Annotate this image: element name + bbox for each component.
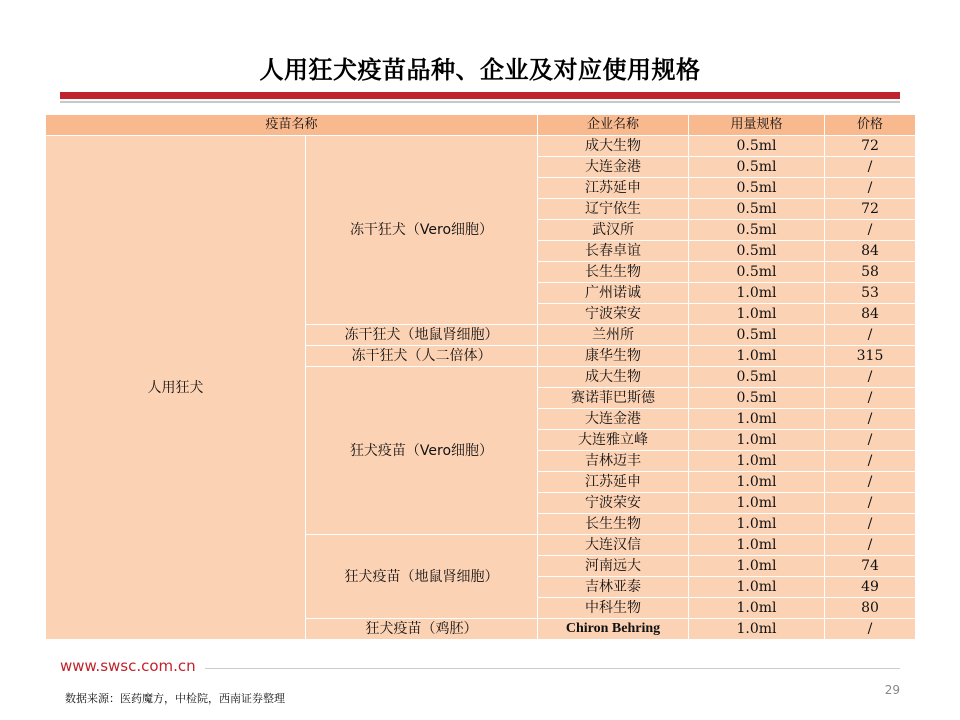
price-cell: 53 (825, 283, 916, 304)
data-source-note: 数据来源：医药魔方，中检院，西南证券整理 (65, 692, 285, 705)
company-cell: 长生生物 (538, 262, 689, 283)
dosage-cell: 1.0ml (689, 493, 825, 514)
group-cell: 狂犬疫苗（鸡胚） (306, 619, 538, 640)
page-number: 29 (884, 683, 900, 697)
company-cell: 大连金港 (538, 157, 689, 178)
dosage-cell: 1.0ml (689, 472, 825, 493)
price-cell: / (825, 514, 916, 535)
website-url[interactable]: www.swsc.com.cn (60, 657, 196, 675)
dosage-cell: 1.0ml (689, 598, 825, 619)
dosage-cell: 1.0ml (689, 346, 825, 367)
company-cell: 宁波荣安 (538, 493, 689, 514)
dosage-cell: 1.0ml (689, 451, 825, 472)
dosage-cell: 0.5ml (689, 367, 825, 388)
dosage-cell: 1.0ml (689, 619, 825, 640)
table-header-row (46, 115, 916, 136)
company-cell: 康华生物 (538, 346, 689, 367)
page-title: 人用狂犬疫苗品种、企业及对应使用规格 (259, 56, 701, 84)
group-cell: 冻干狂犬（地鼠肾细胞） (306, 325, 538, 346)
company-cell: 江苏延申 (538, 178, 689, 199)
company-cell: 武汉所 (538, 220, 689, 241)
price-cell: 72 (825, 199, 916, 220)
company-cell: 辽宁依生 (538, 199, 689, 220)
footer-divider (205, 668, 900, 669)
price-cell: 74 (825, 556, 916, 577)
dosage-cell: 0.5ml (689, 178, 825, 199)
price-cell: / (825, 178, 916, 199)
dosage-cell: 1.0ml (689, 514, 825, 535)
header-price: 价格 (825, 115, 916, 136)
company-cell: 大连金港 (538, 409, 689, 430)
company-cell: 大连雅立峰 (538, 430, 689, 451)
header-dosage: 用量规格 (689, 115, 825, 136)
price-cell: / (825, 325, 916, 346)
price-cell: / (825, 451, 916, 472)
price-cell: 49 (825, 577, 916, 598)
company-cell: 赛诺菲巴斯德 (538, 388, 689, 409)
price-cell: / (825, 430, 916, 451)
company-cell: 中科生物 (538, 598, 689, 619)
title-divider (60, 101, 900, 103)
company-cell: 长生生物 (538, 514, 689, 535)
price-cell: / (825, 409, 916, 430)
price-cell: 84 (825, 304, 916, 325)
dosage-cell: 0.5ml (689, 220, 825, 241)
company-cell: 兰州所 (538, 325, 689, 346)
company-cell: 河南远大 (538, 556, 689, 577)
dosage-cell: 0.5ml (689, 136, 825, 157)
dosage-cell: 0.5ml (689, 388, 825, 409)
dosage-cell: 0.5ml (689, 241, 825, 262)
dosage-cell: 0.5ml (689, 325, 825, 346)
group-cell: 狂犬疫苗（地鼠肾细胞） (306, 535, 538, 619)
company-cell: 大连汉信 (538, 535, 689, 556)
price-cell: / (825, 493, 916, 514)
price-cell: / (825, 157, 916, 178)
company-cell: 宁波荣安 (538, 304, 689, 325)
dosage-cell: 0.5ml (689, 199, 825, 220)
group-cell: 冻干狂犬（人二倍体） (306, 346, 538, 367)
company-cell: 广州诺诚 (538, 283, 689, 304)
company-cell: 吉林迈丰 (538, 451, 689, 472)
title-red-bar (60, 92, 900, 99)
price-cell: 315 (825, 346, 916, 367)
dosage-cell: 1.0ml (689, 535, 825, 556)
price-cell: 58 (825, 262, 916, 283)
dosage-cell: 1.0ml (689, 556, 825, 577)
company-cell: 吉林亚泰 (538, 577, 689, 598)
price-cell: 72 (825, 136, 916, 157)
dosage-cell: 1.0ml (689, 430, 825, 451)
company-cell: Chiron Behring (538, 619, 689, 640)
dosage-cell: 0.5ml (689, 262, 825, 283)
price-cell: / (825, 367, 916, 388)
vaccine-table (45, 114, 916, 640)
dosage-cell: 1.0ml (689, 577, 825, 598)
price-cell: / (825, 388, 916, 409)
price-cell: / (825, 472, 916, 493)
group-cell: 狂犬疫苗（Vero细胞） (306, 367, 538, 535)
price-cell: / (825, 535, 916, 556)
header-company: 企业名称 (538, 115, 689, 136)
dosage-cell: 1.0ml (689, 283, 825, 304)
dosage-cell: 1.0ml (689, 304, 825, 325)
category-cell: 人用狂犬 (46, 136, 306, 640)
company-cell: 成大生物 (538, 367, 689, 388)
header-vaccine-name: 疫苗名称 (46, 115, 538, 136)
price-cell: 80 (825, 598, 916, 619)
price-cell: 84 (825, 241, 916, 262)
company-cell: 长春卓谊 (538, 241, 689, 262)
dosage-cell: 1.0ml (689, 409, 825, 430)
company-cell: 成大生物 (538, 136, 689, 157)
price-cell: / (825, 619, 916, 640)
price-cell: / (825, 220, 916, 241)
table-row (46, 136, 916, 157)
company-cell: 江苏延申 (538, 472, 689, 493)
dosage-cell: 0.5ml (689, 157, 825, 178)
group-cell: 冻干狂犬（Vero细胞） (306, 136, 538, 325)
